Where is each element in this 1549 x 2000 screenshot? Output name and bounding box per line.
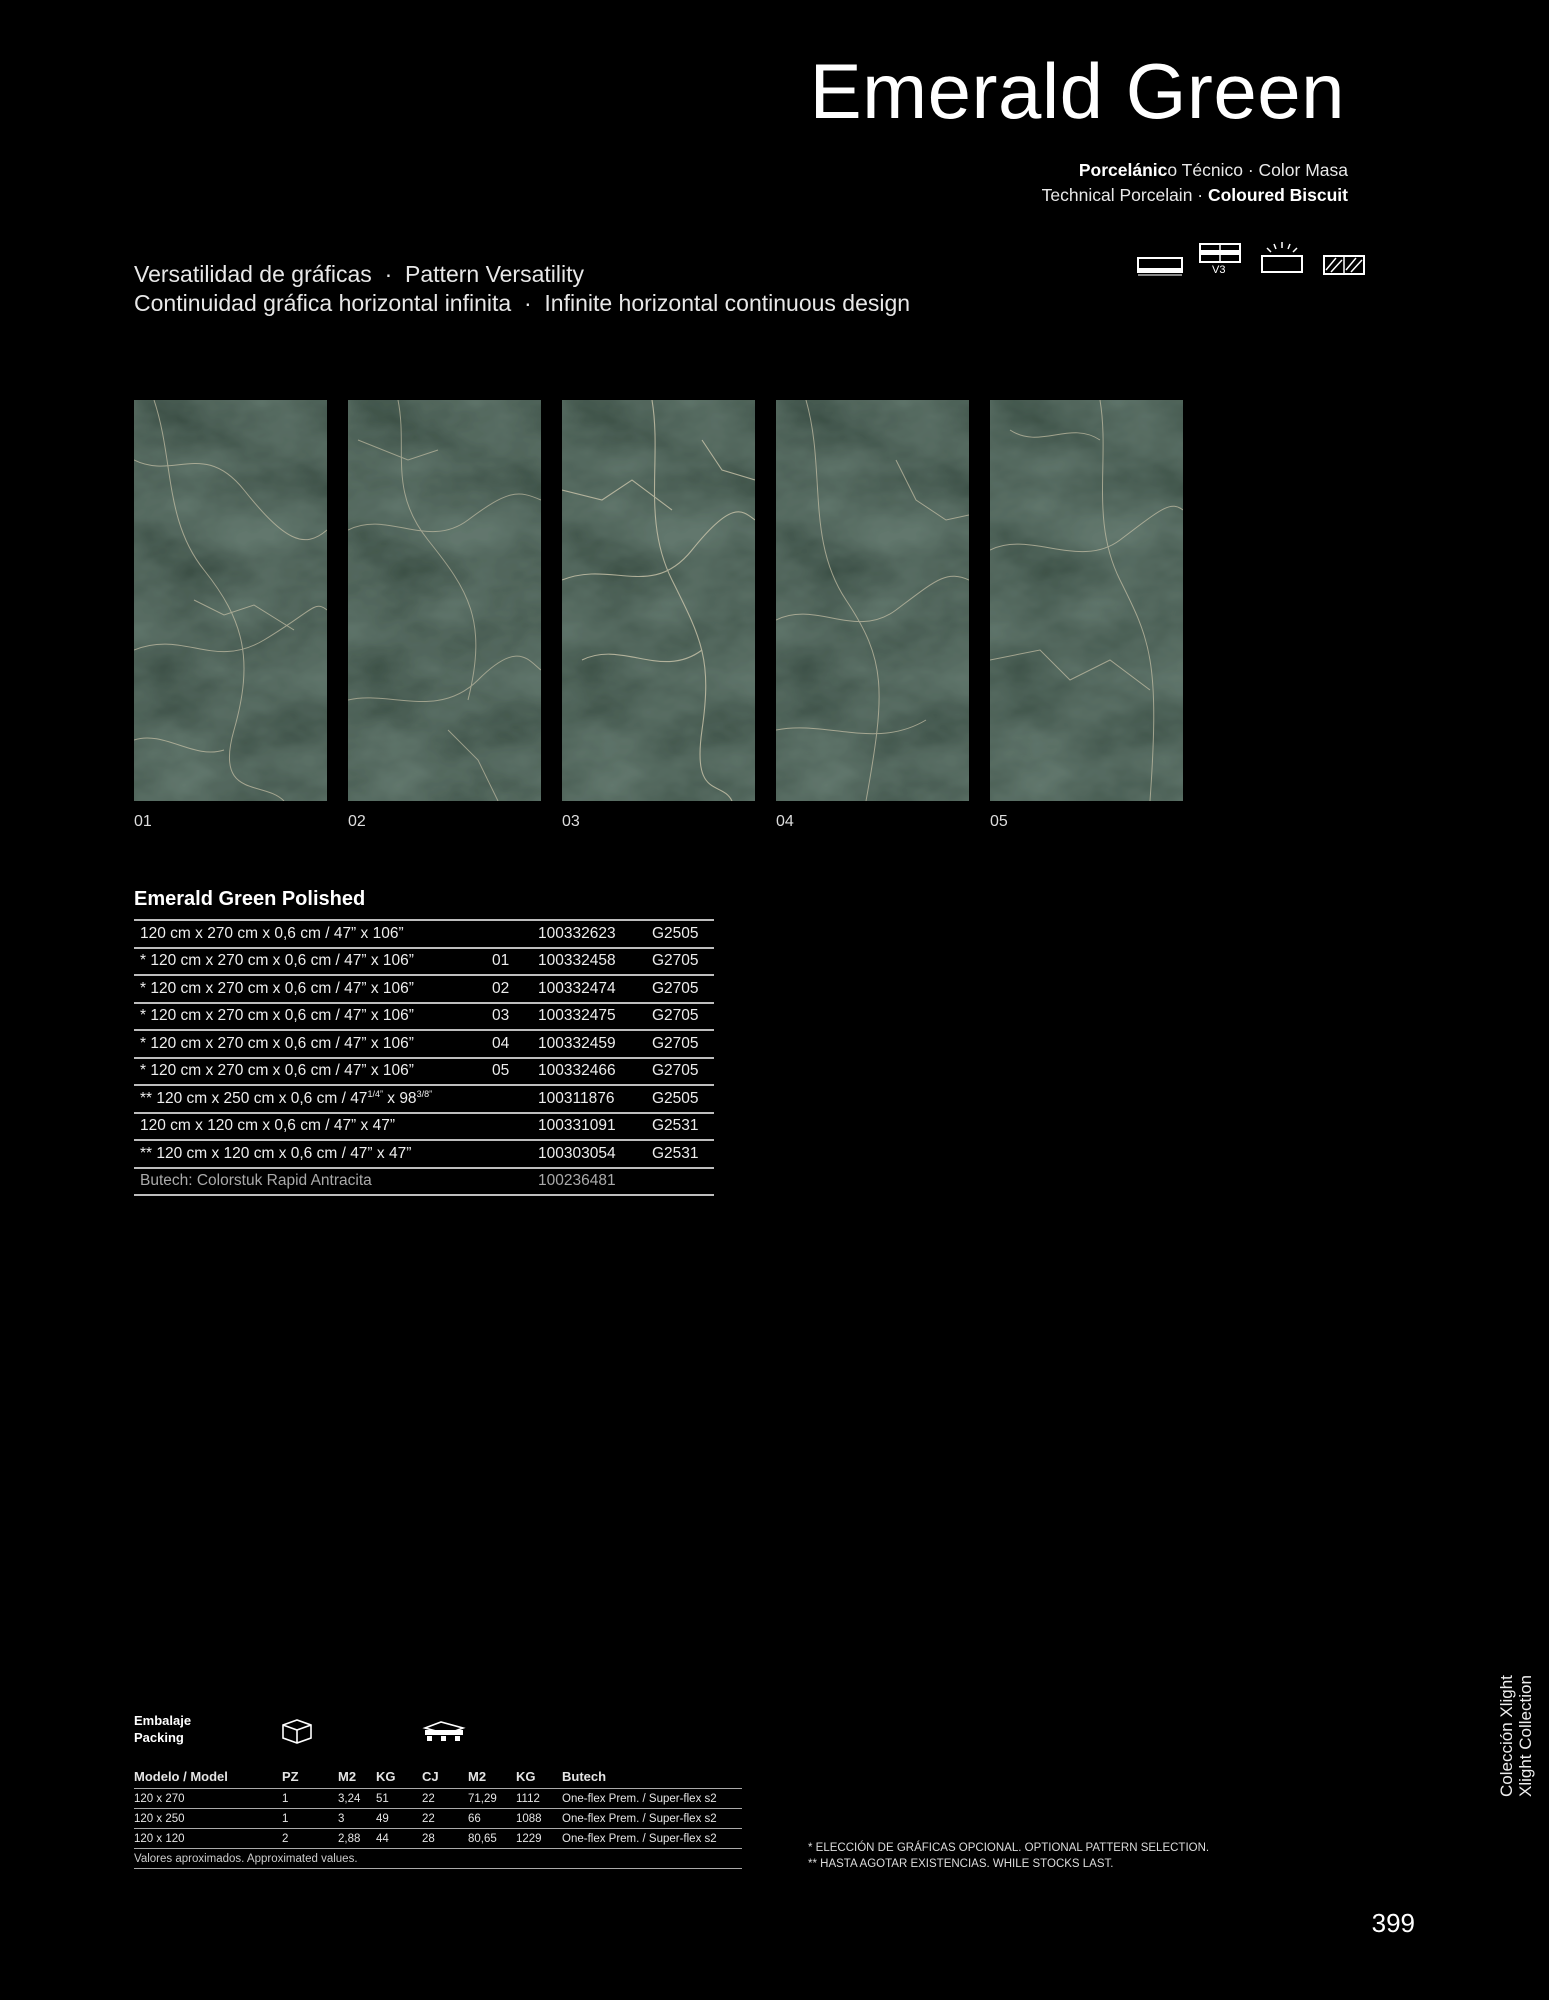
col-header: Modelo / Model bbox=[134, 1769, 228, 1784]
ref-cell bbox=[646, 1168, 714, 1196]
tile-image-04 bbox=[776, 400, 969, 801]
footnote-1: * ELECCIÓN DE GRÁFICAS OPCIONAL. OPTIONAL PATTERN SELECTION. bbox=[808, 1842, 1210, 1854]
cell: 1 bbox=[282, 1809, 338, 1829]
code-cell: 100332475 bbox=[532, 1003, 646, 1031]
pattern-variation-label: V3 bbox=[1212, 264, 1226, 276]
code-cell: 100236481 bbox=[532, 1168, 646, 1196]
table-row bbox=[134, 1789, 742, 1809]
cell: 3,24 bbox=[338, 1789, 376, 1809]
tile-image-01 bbox=[134, 400, 327, 801]
table-row bbox=[134, 920, 714, 948]
features-text bbox=[134, 260, 910, 318]
page-number: 399 bbox=[1371, 1908, 1415, 1938]
ref-cell: G2505 bbox=[646, 1085, 714, 1113]
code-cell: 100332474 bbox=[532, 975, 646, 1003]
material-subtitle bbox=[1042, 158, 1348, 208]
cell: 120 x 120 bbox=[134, 1829, 282, 1849]
cell: 71,29 bbox=[468, 1789, 516, 1809]
pattern-num-cell: 03 bbox=[486, 1003, 532, 1031]
packing-table bbox=[134, 1762, 742, 1869]
size-cell: Butech: Colorstuk Rapid Antracita bbox=[134, 1168, 486, 1196]
feature-icons bbox=[1136, 236, 1370, 278]
page-title: Emerald Green bbox=[809, 47, 1345, 135]
table-row bbox=[134, 1829, 742, 1849]
size-cell: 120 cm x 120 cm x 0,6 cm / 47” x 47” bbox=[134, 1113, 486, 1141]
pattern-num-cell: 05 bbox=[486, 1058, 532, 1086]
code-cell: 100332458 bbox=[532, 948, 646, 976]
pattern-num-cell bbox=[486, 1113, 532, 1141]
col-header: PZ bbox=[282, 1769, 299, 1784]
size-text-b: x 98 bbox=[382, 1089, 417, 1107]
pattern-tiles bbox=[134, 400, 1184, 830]
cell: 1 bbox=[282, 1789, 338, 1809]
cell: One-flex Prem. / Super-flex s2 bbox=[562, 1809, 742, 1829]
feature-line-2: Continuidad gráfica horizontal infinita · Infinite horizontal continuous design bbox=[134, 290, 911, 316]
pattern-num-cell bbox=[486, 1140, 532, 1168]
tile-label: 05 bbox=[990, 813, 1008, 830]
ref-cell: G2531 bbox=[646, 1113, 714, 1141]
cell: One-flex Prem. / Super-flex s2 bbox=[562, 1829, 742, 1849]
tile-label: 02 bbox=[348, 813, 366, 830]
pattern-num-cell: 04 bbox=[486, 1030, 532, 1058]
cell: 2 bbox=[282, 1829, 338, 1849]
box-icon bbox=[281, 1718, 313, 1749]
ref-cell: G2531 bbox=[646, 1140, 714, 1168]
pallet-icon bbox=[421, 1718, 467, 1749]
col-header: M2 bbox=[468, 1769, 487, 1784]
cell: 1112 bbox=[516, 1789, 562, 1809]
collection-label-en: Xlight Collection bbox=[1516, 1675, 1535, 1797]
table-row bbox=[134, 975, 714, 1003]
cell: One-flex Prem. / Super-flex s2 bbox=[562, 1789, 742, 1809]
tile-image-03 bbox=[562, 400, 755, 801]
code-cell: 100311876 bbox=[532, 1085, 646, 1113]
cell: 22 bbox=[422, 1809, 468, 1829]
pattern-num-cell: 02 bbox=[486, 975, 532, 1003]
pattern-num-cell bbox=[486, 1085, 532, 1113]
table-row bbox=[134, 1113, 714, 1141]
table-row bbox=[134, 1168, 714, 1196]
footnotes bbox=[808, 1840, 1209, 1872]
cell: 1229 bbox=[516, 1829, 562, 1849]
code-cell: 100331091 bbox=[532, 1113, 646, 1141]
material-en-plain: Technical Porcelain · bbox=[1041, 185, 1208, 205]
code-cell: 100303054 bbox=[532, 1140, 646, 1168]
size-cell: ** 120 cm x 120 cm x 0,6 cm / 47” x 47” bbox=[134, 1140, 486, 1168]
table-row bbox=[134, 1809, 742, 1829]
product-title: Emerald Green Polished bbox=[134, 888, 366, 910]
cell: 2,88 bbox=[338, 1829, 376, 1849]
packing-note: Valores aproximados. Approximated values. bbox=[134, 1849, 742, 1869]
ref-cell: G2705 bbox=[646, 1058, 714, 1086]
table-header-row bbox=[134, 1762, 742, 1789]
col-header: KG bbox=[516, 1769, 536, 1784]
cell: 66 bbox=[468, 1809, 516, 1829]
col-header: KG bbox=[376, 1769, 396, 1784]
size-cell: * 120 cm x 270 cm x 0,6 cm / 47” x 106” bbox=[134, 975, 486, 1003]
size-cell: * 120 cm x 270 cm x 0,6 cm / 47” x 106” bbox=[134, 948, 486, 976]
collection-side-label bbox=[1497, 1675, 1535, 1797]
size-cell: * 120 cm x 270 cm x 0,6 cm / 47” x 106” bbox=[134, 1003, 486, 1031]
packing-label-es: Embalaje bbox=[134, 1713, 192, 1728]
code-cell: 100332459 bbox=[532, 1030, 646, 1058]
packing-heading bbox=[134, 1712, 191, 1746]
ref-cell: G2705 bbox=[646, 1030, 714, 1058]
feature-line-1: Versatilidad de gráficas · Pattern Versatility bbox=[134, 261, 584, 287]
cell: 49 bbox=[376, 1809, 422, 1829]
ref-cell: G2705 bbox=[646, 1003, 714, 1031]
ref-cell: G2705 bbox=[646, 948, 714, 976]
pattern-num-cell: 01 bbox=[486, 948, 532, 976]
table-row bbox=[134, 1003, 714, 1031]
col-header: Butech bbox=[562, 1769, 607, 1784]
cell: 120 x 250 bbox=[134, 1809, 282, 1829]
tile-image-05 bbox=[990, 400, 1183, 801]
collection-label-es: Colección Xlight bbox=[1497, 1675, 1516, 1797]
ref-cell: G2705 bbox=[646, 975, 714, 1003]
code-cell: 100332623 bbox=[532, 920, 646, 948]
size-fraction-2: 3/8” bbox=[416, 1088, 433, 1099]
cell: 120 x 270 bbox=[134, 1789, 282, 1809]
size-cell bbox=[134, 1085, 486, 1113]
continuous-pattern-icon bbox=[1322, 248, 1370, 278]
size-cell: 120 cm x 270 cm x 0,6 cm / 47” x 106” bbox=[134, 920, 486, 948]
cell: 28 bbox=[422, 1829, 468, 1849]
packing-label-en: Packing bbox=[134, 1730, 184, 1745]
col-header: M2 bbox=[338, 1769, 357, 1784]
code-cell: 100332466 bbox=[532, 1058, 646, 1086]
table-row bbox=[134, 1140, 714, 1168]
pattern-num-cell bbox=[486, 1168, 532, 1196]
material-es-rest: o Técnico · Color Masa bbox=[1167, 160, 1348, 180]
cell: 3 bbox=[338, 1809, 376, 1829]
cell: 1088 bbox=[516, 1809, 562, 1829]
tile-label: 04 bbox=[776, 813, 794, 830]
tile-image-02 bbox=[348, 400, 541, 801]
table-row bbox=[134, 948, 714, 976]
cell: 22 bbox=[422, 1789, 468, 1809]
material-en-bold: Coloured Biscuit bbox=[1207, 185, 1348, 205]
cell: 44 bbox=[376, 1829, 422, 1849]
cell: 51 bbox=[376, 1789, 422, 1809]
size-cell: * 120 cm x 270 cm x 0,6 cm / 47” x 106” bbox=[134, 1058, 486, 1086]
material-es-bold: Porcelánic bbox=[1078, 160, 1168, 180]
table-row bbox=[134, 1085, 714, 1113]
size-text-a: ** 120 cm x 250 cm x 0,6 cm / 47 bbox=[140, 1089, 368, 1107]
tile-label: 03 bbox=[562, 813, 580, 830]
ref-cell: G2505 bbox=[646, 920, 714, 948]
table-note-row bbox=[134, 1849, 742, 1869]
pattern-num-cell bbox=[486, 920, 532, 948]
size-fraction-1: 1/4” bbox=[367, 1088, 383, 1099]
cell: 80,65 bbox=[468, 1829, 516, 1849]
slab-format-icon bbox=[1136, 248, 1184, 278]
size-cell: * 120 cm x 270 cm x 0,6 cm / 47” x 106” bbox=[134, 1030, 486, 1058]
col-header: CJ bbox=[422, 1769, 439, 1784]
tile-label: 01 bbox=[134, 813, 152, 830]
table-row bbox=[134, 1030, 714, 1058]
table-row bbox=[134, 1058, 714, 1086]
light-reflection-icon bbox=[1260, 240, 1308, 278]
product-spec-table bbox=[134, 919, 714, 1196]
footnote-2: ** HASTA AGOTAR EXISTENCIAS. WHILE STOCKS LAST. bbox=[808, 1858, 1114, 1870]
pattern-variation-icon bbox=[1198, 236, 1246, 278]
